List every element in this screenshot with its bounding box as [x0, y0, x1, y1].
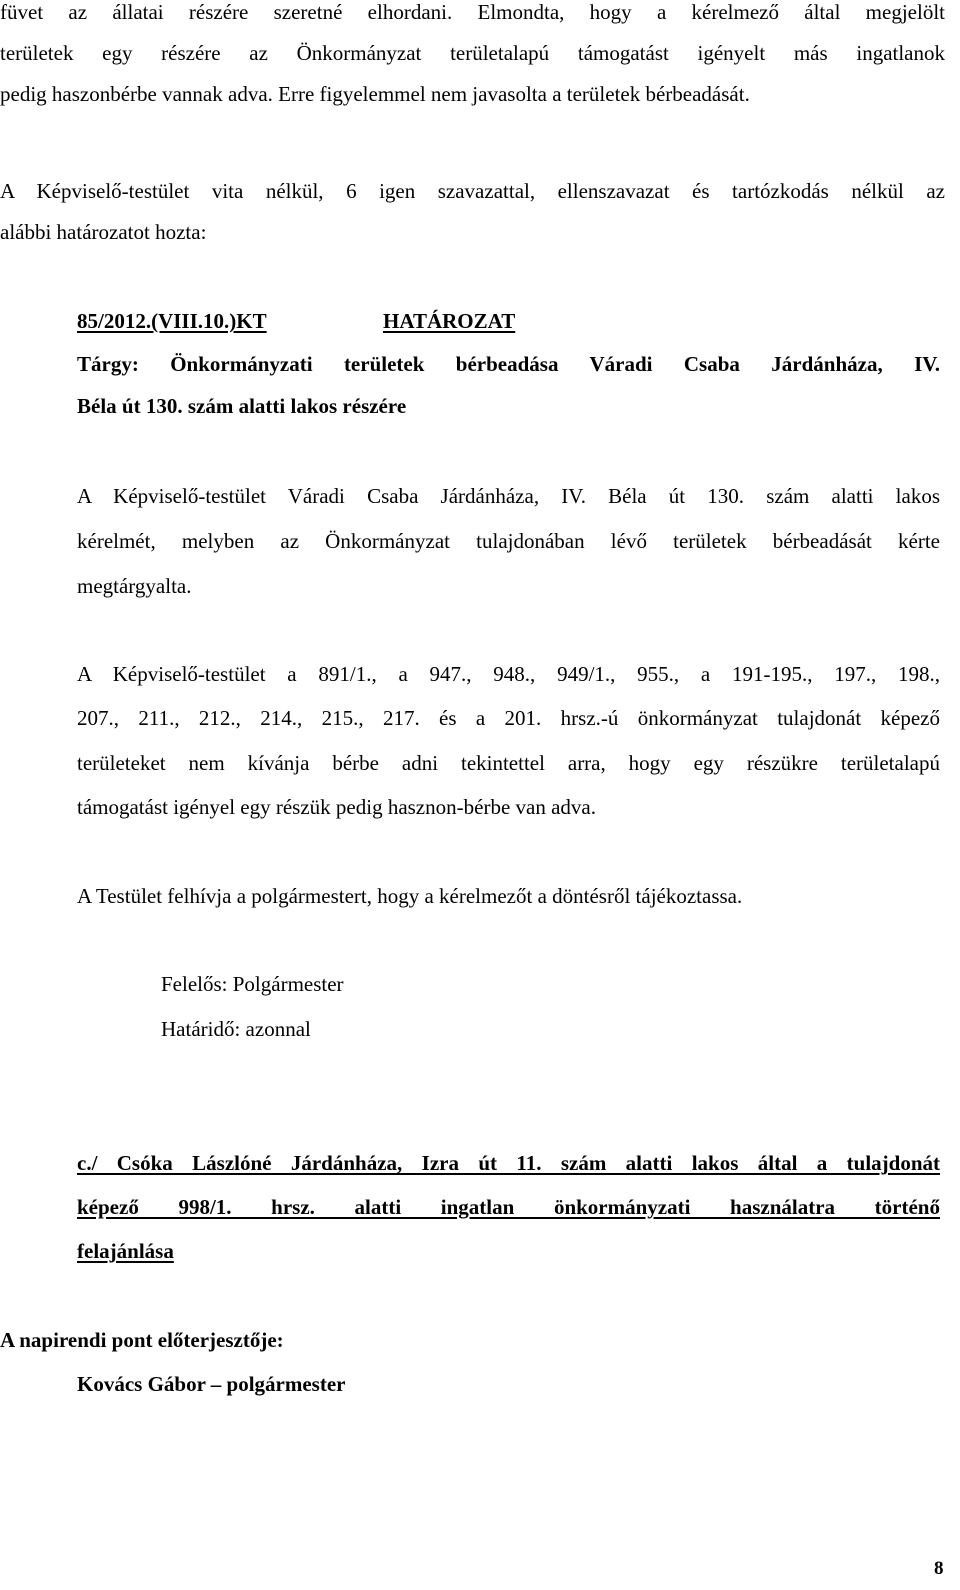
- section-c-line-3: felajánlása: [77, 1239, 174, 1263]
- subject-address: Béla út 130.: [77, 394, 183, 418]
- responsible: Felelős: Polgármester: [161, 972, 344, 996]
- intro-line-2: területek egy részére az Önkormányzat területalapú támogatást igényelt más ingatlanok: [0, 41, 945, 65]
- subject-address-suffix: szám alatti lakos részére: [182, 394, 407, 418]
- para1-line-1: A Képviselő-testület Váradi Csaba Járdánháza, IV. Béla út 130. szám alatti lakos: [77, 484, 940, 508]
- vote-line-2: alábbi határozatot hozta:: [0, 220, 207, 244]
- para2-line-4: támogatást igényel egy részük pedig hasznon-bérbe van adva.: [77, 795, 596, 819]
- para2-line-3: területeket nem kívánja bérbe adni tekintettel arra, hogy egy részükre területalapú: [77, 751, 940, 775]
- para2-line-1: A Képviselő-testület a 891/1., a 947., 948., 949/1., 955., a 191-195., 197., 198.,: [77, 662, 940, 686]
- section-c-line-2: képező 998/1. hrsz. alatti ingatlan önkormányzati használatra történő: [77, 1195, 940, 1219]
- para3: A Testület felhívja a polgármestert, hogy a kérelmezőt a döntésről tájékoztassa.: [77, 884, 743, 908]
- section-c-line-1: c./ Csóka Lászlóné Járdánháza, Izra út 11. szám alatti lakos által a tulajdonát: [77, 1151, 940, 1175]
- para1-line-2: kérelmét, melyben az Önkormányzat tulajdonában lévő területek bérbeadását kérte: [77, 529, 940, 553]
- para1-line-3: megtárgyalta.: [77, 574, 192, 598]
- vote-line-1: A Képviselő-testület vita nélkül, 6 igen szavazattal, ellenszavazat és tartózkodás nélkül az: [0, 179, 945, 203]
- intro-line-1: füvet az állatai részére szeretné elhordani. Elmondta, hogy a kérelmező által megjelölt: [0, 0, 945, 24]
- presenter-label: A napirendi pont előterjesztője:: [0, 1328, 284, 1352]
- resolution-subject-line-2: [77, 396, 406, 417]
- presenter-name: Kovács Gábor – polgármester: [77, 1372, 346, 1396]
- deadline: Határidő: azonnal: [161, 1017, 311, 1041]
- page-number: 8: [934, 1558, 944, 1579]
- resolution-subject-line-1: Tárgy: Önkormányzati területek bérbeadása Váradi Csaba Járdánháza, IV.: [77, 352, 940, 376]
- resolution-number: 85/2012.(VIII.10.)KT: [77, 309, 267, 333]
- para2-line-2: 207., 211., 212., 214., 215., 217. és a 201. hrsz.-ú önkormányzat tulajdonát képező: [77, 706, 940, 730]
- intro-line-3: pedig haszonbérbe vannak adva. Erre figyelemmel nem javasolta a területek bérbeadását.: [0, 82, 750, 106]
- resolution-heading: HATÁROZAT: [383, 309, 516, 333]
